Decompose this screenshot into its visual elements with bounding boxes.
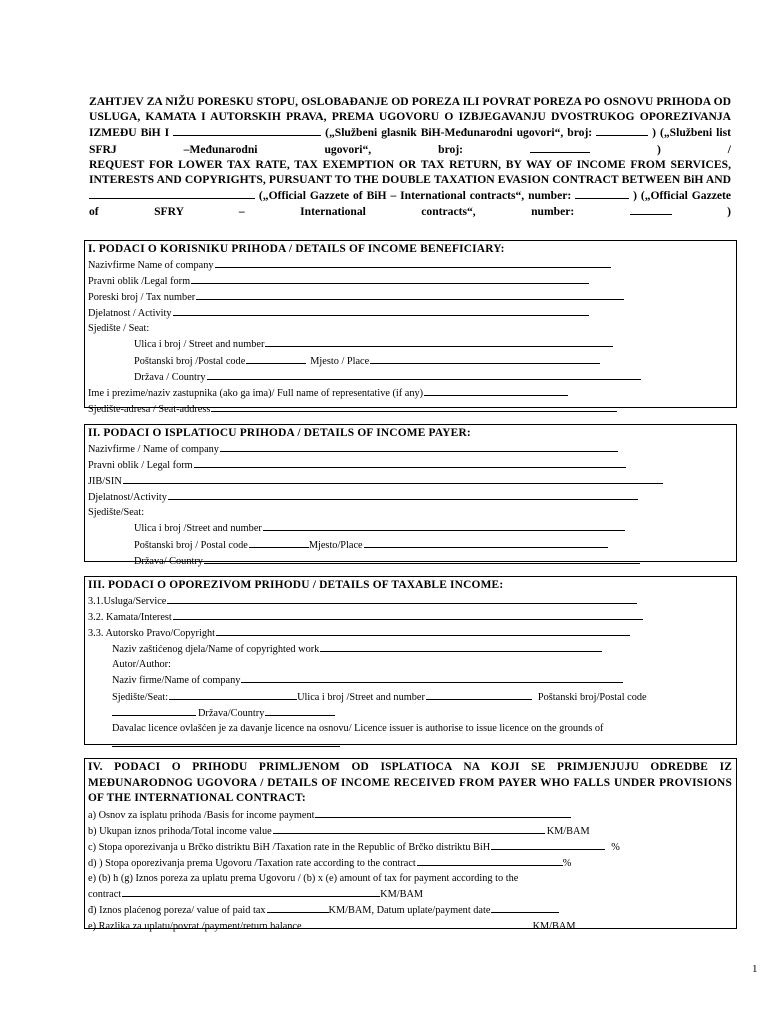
percent-label: % <box>611 841 620 853</box>
postal-code-field[interactable] <box>249 537 309 548</box>
field-label: d) ) Stopa oporezivanja prema Ugovoru /Taxation rate according to the contract <box>88 857 416 869</box>
payment-basis-field[interactable] <box>315 807 571 818</box>
percent-label: % <box>562 857 572 869</box>
payment-date-field[interactable] <box>491 902 559 913</box>
legal-form-field[interactable] <box>191 273 589 284</box>
country-field[interactable] <box>204 553 640 564</box>
field-label: 3.3. Autorsko Pravo/Copyright <box>88 628 215 640</box>
street-number-field[interactable] <box>265 336 613 347</box>
field-label: JIB/SIN <box>88 476 122 488</box>
heading-bs-sfrj: ) („Službeni list SFRJ –Međunarodni ugovori“, broj: <box>89 126 731 156</box>
field-label: Pravni oblik / Legal form <box>88 460 193 472</box>
field-label: a) Osnov za isplatu prihoda /Basis for income payment <box>88 809 315 821</box>
field-label: Autor/Author: <box>112 659 171 671</box>
jib-sin-field[interactable] <box>123 473 663 484</box>
field-label: Država / Country <box>134 371 206 383</box>
section-income-received <box>84 758 737 933</box>
company-name-field[interactable] <box>220 441 618 452</box>
field-label: e) (b) h (g) Iznos poreza za uplatu prema Ugovoru / (b) x (e) amount of tax for payment according to the <box>88 872 519 884</box>
company-name-field[interactable] <box>215 257 611 268</box>
field-label: Sjedište-adresa / Seat-address <box>88 403 211 415</box>
interest-field[interactable] <box>173 609 643 620</box>
bih-gazette-number-field[interactable] <box>596 124 648 136</box>
seat-field[interactable] <box>169 689 297 700</box>
section-income-payer <box>84 424 737 567</box>
copyrighted-work-field[interactable] <box>320 641 602 652</box>
field-label: Djelatnost/Activity <box>88 492 167 504</box>
field-label: Poštanski broj /Postal code <box>134 355 246 367</box>
country-field[interactable] <box>265 705 335 716</box>
field-label: Ulica i broj /Street and number <box>134 523 262 535</box>
street-number-field[interactable] <box>263 520 625 531</box>
field-label: Mjesto / Place <box>310 355 370 367</box>
heading-en-end: ) <box>727 205 731 219</box>
section-title: III. PODACI O OPOREZIVOM PRIHODU / DETAILS OF TAXABLE INCOME: <box>88 579 504 591</box>
seat-address-field[interactable] <box>211 401 617 412</box>
field-label: Sjedište / Seat: <box>88 323 150 335</box>
service-field[interactable] <box>167 593 637 604</box>
country-field[interactable] <box>207 369 641 380</box>
field-label: Davalac licence ovlašćen je za davanje licence na osnovu/ Licence issuer is authorise to issue licence on the grounds of <box>112 722 604 734</box>
heading-bs-text: ZAHTJEV ZA NIŽU PORESKU STOPU, OSLOBAĐANJE OD POREZA ILI POVRAT POREZA PO OSNOVU PRIHODA OD USLUGA, KAMATA I AUTORSKIH PRAVA, PREMA UGOVORU O IZBJEGAVANJU DVOSTRUKOG OPOREZIVANJA IZMEĐU BiH I <box>89 95 731 140</box>
tax-amount-field[interactable] <box>122 886 380 897</box>
postal-code-field[interactable] <box>246 353 306 364</box>
contract-tax-rate-field[interactable] <box>417 855 563 866</box>
company-name-field[interactable] <box>241 672 623 683</box>
field-label: Država/Country <box>198 707 265 719</box>
balance-field[interactable] <box>303 918 533 929</box>
contract-country-field[interactable] <box>173 124 321 136</box>
section-income-beneficiary <box>84 240 737 415</box>
sfrj-gazette-number-field[interactable] <box>530 141 590 153</box>
copyright-field[interactable] <box>216 625 630 636</box>
form-heading <box>89 94 731 220</box>
section-title: IV. PODACI O PRIHODU PRIMLJENOM OD ISPLATIOCA NA KOJI SE PRIMJENJUJU ODREDBE IZ MEĐUNARODNOG UGOVORA / DETAILS OF INCOME RECEIVED FROM PAYER WHO FALLS UNDER PROVISIONS OF THE INTERNATIONAL CONTRACT: <box>88 761 732 804</box>
field-label: e) Razlika za uplatu/povrat /payment/return balance <box>88 921 302 933</box>
heading-bs-end: ) / <box>656 142 731 156</box>
legal-form-field[interactable] <box>194 457 626 468</box>
page-number: 1 <box>752 963 758 975</box>
sfry-gazette-number-en-field[interactable] <box>630 203 672 215</box>
representative-name-field[interactable] <box>424 385 568 396</box>
field-label: Ulica i broj / Street and number <box>134 339 265 351</box>
contract-country-en-field[interactable] <box>89 187 255 199</box>
street-number-field[interactable] <box>426 689 532 700</box>
field-label: đ) Iznos plaćenog poreza/ value of paid tax <box>88 905 266 917</box>
activity-field[interactable] <box>173 305 589 316</box>
field-label: c) Stopa oporezivanja u Brčko distriktu BiH /Taxation rate in the Republic of Brčko distriktu BiH <box>88 841 491 853</box>
field-label: Naziv zaštićenog djela/Name of copyrighted work <box>112 644 320 656</box>
place-field[interactable] <box>370 353 600 364</box>
field-label: b) Ukupan iznos prihoda/Total income value <box>88 825 272 837</box>
place-field[interactable] <box>364 537 608 548</box>
field-label: contract <box>88 888 122 900</box>
total-income-field[interactable] <box>273 823 545 834</box>
currency-label: KM/BAM <box>532 921 576 933</box>
currency-label: KM/BAM <box>546 825 590 837</box>
section-title: II. PODACI O ISPLATIOCU PRIHODA / DETAILS OF INCOME PAYER: <box>88 427 471 439</box>
field-label: 3.2. Kamata/Interest <box>88 612 172 624</box>
field-label: Pravni oblik /Legal form <box>88 276 191 288</box>
field-label: Poštanski broj/Postal code <box>537 691 647 703</box>
field-label: Ime i prezime/naziv zastupnika (ako ga ima)/ Full name of representative (if any) <box>88 387 424 399</box>
field-label: Nazivfirme Name of company <box>88 260 214 271</box>
field-label: Poreski broj / Tax number <box>88 292 196 304</box>
heading-en-sfry: ) („Official Gazzete of SFRY – International contracts“, number: <box>89 189 732 219</box>
field-label: 3.1.Usluga/Service <box>88 596 167 607</box>
field-label: Sjedište/Seat: <box>112 691 169 703</box>
paid-tax-field[interactable] <box>267 902 329 913</box>
field-label: Djelatnost / Activity <box>88 308 172 320</box>
bih-gazette-number-en-field[interactable] <box>575 187 629 199</box>
heading-en-text: REQUEST FOR LOWER TAX RATE, TAX EXEMPTION OR TAX RETURN, BY WAY OF INCOME FROM SERVICES, INTERESTS AND COPYRIGHTS, PURSUANT TO THE DOUBLE TAXATION EVASION CONTRACT BETWEEN BiH AND <box>89 157 731 187</box>
brcko-tax-rate-field[interactable] <box>491 839 605 850</box>
heading-bs-gazette: („Službeni glasnik BiH-Međunarodni ugovori“, broj: <box>325 126 593 140</box>
currency-label: KM/BAM <box>380 888 424 900</box>
field-label: Naziv firme/Name of company <box>112 675 241 687</box>
field-label: Država/ Country <box>134 555 203 567</box>
field-label: Poštanski broj / Postal code <box>134 539 248 551</box>
currency-label: KM/BAM, Datum uplate/payment date <box>328 905 491 917</box>
field-label: Mjesto/Place <box>308 539 363 551</box>
heading-en-gazette: („Official Gazzete of BiH – International contracts“, number: <box>258 189 572 203</box>
section-taxable-income <box>84 576 737 745</box>
activity-field[interactable] <box>168 489 638 500</box>
licence-grounds-field[interactable] <box>112 736 340 747</box>
section-title: I. PODACI O KORISNIKU PRIHODA / DETAILS OF INCOME BENEFICIARY: <box>88 243 505 255</box>
tax-number-field[interactable] <box>196 289 624 300</box>
field-label: Nazivfirme / Name of company <box>88 444 219 455</box>
field-label: Ulica i broj /Street and number <box>297 691 425 703</box>
field-label: Sjedište/Seat: <box>88 507 145 519</box>
postal-code-field[interactable] <box>112 705 196 716</box>
